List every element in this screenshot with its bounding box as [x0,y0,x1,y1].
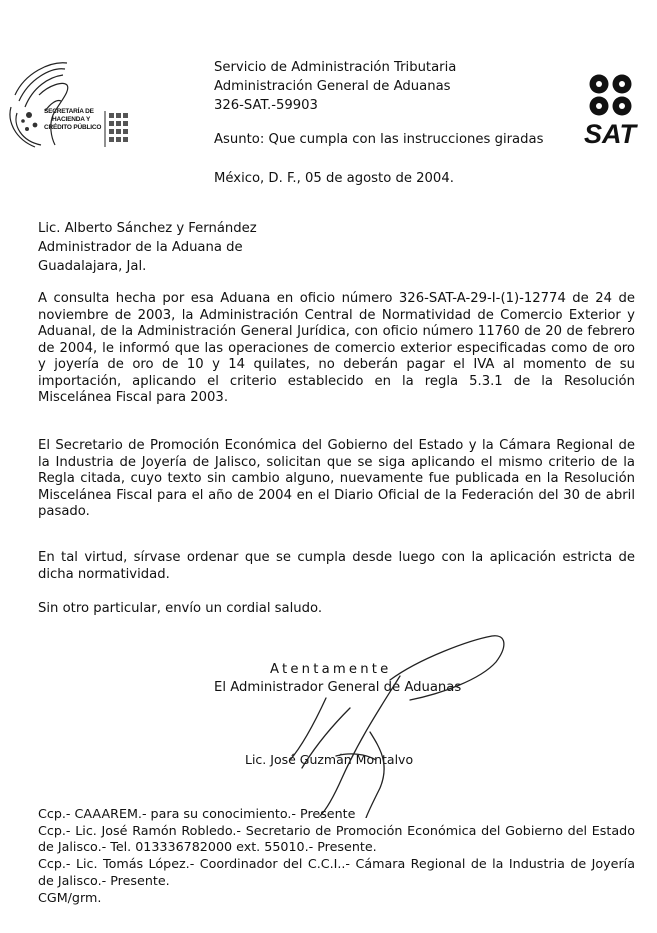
addressee-block [38,219,257,276]
letterhead-block [214,58,456,115]
signer-position: El Administrador General de Aduanas [214,680,462,695]
body-paragraph-3: En tal virtud, sírvase ordenar que se cumpla desde luego con la aplicación estricta de dicha normatividad. [38,550,635,582]
division-name: Administración General de Aduanas [214,79,451,94]
shcp-eagle-emblem-icon [5,55,145,150]
sat-logo [570,73,650,151]
initials: CGM/grm. [38,889,102,905]
date-line: México, D. F., 05 de agosto de 2004. [214,171,454,186]
shcp-line-2: HACIENDA Y [52,116,91,123]
body-paragraph-1: A consulta hecha por esa Aduana en oficio número 326-SAT-A-29-I-(1)-12774 de 24 de noviembre de 2003, la Administración Central de Normatividad de Comercio Exterior y Aduanal, de la Administración General Jurídica, con oficio número 11760 de 20 de febrero de 2004, le informó que las operaciones de comercio exterior especificadas como de oro y joyería de oro de 10 y 14 quilates, no deberán pagar el IVA al momento de su importación, aplicando el criterio establecido en la regla 5.3.1 de la Resolución Miscelánea Fiscal para 2003. [38,291,635,405]
signer-name: Lic. José Guzmán Montalvo [245,752,414,767]
shcp-logo-text [44,108,101,132]
shcp-logo [5,55,145,150]
reference-number: 326-SAT.-59903 [214,98,318,113]
body-paragraph-2: El Secretario de Promoción Económica del Gobierno del Estado y la Cámara Regional de la Industria de Joyería de Jalisco, solicitan que se siga aplicando el mismo criterio de la Regla citada, cuyo texto sin cambio alguno, nuevamente fue publicada en la Resolución Miscelánea Fiscal para el año de 2004 en el Diario Oficial de la Federación del 30 de abril pasado. [38,438,635,519]
institution-name: Servicio de Administración Tributaria [214,60,457,75]
copies-block [38,806,635,906]
addressee-title: Administrador de la Aduana de [38,240,243,255]
shcp-line-1: SECRETARÍA DE [44,108,94,115]
handwritten-signature [230,628,520,818]
sat-dots-icon [588,73,634,117]
body-paragraph-4: Sin otro particular, envío un cordial saludo. [38,601,323,616]
subject-line: Asunto: Que cumpla con las instrucciones giradas [214,132,544,147]
ccp-line-1: Ccp.- CAAAREM.- para su conocimiento.- Presente [38,806,356,821]
ccp-line-3: Ccp.- Lic. Tomás López.- Coordinador del C.C.I..- Cámara Regional de la Industria de Joyería de Jalisco.- Presente. [38,856,635,888]
closing-word: Atentamente [270,662,392,677]
addressee-location: Guadalajara, Jal. [38,259,147,274]
ccp-line-2: Ccp.- Lic. José Ramón Robledo.- Secretario de Promoción Económica del Gobierno del Estado de Jalisco.- Tel. 013336782000 ext. 55010.- Presente. [38,822,635,855]
shcp-line-3: CRÉDITO PÚBLICO [44,124,102,131]
addressee-name: Lic. Alberto Sánchez y Fernández [38,221,257,236]
sat-logo-word: SAT [584,119,636,149]
